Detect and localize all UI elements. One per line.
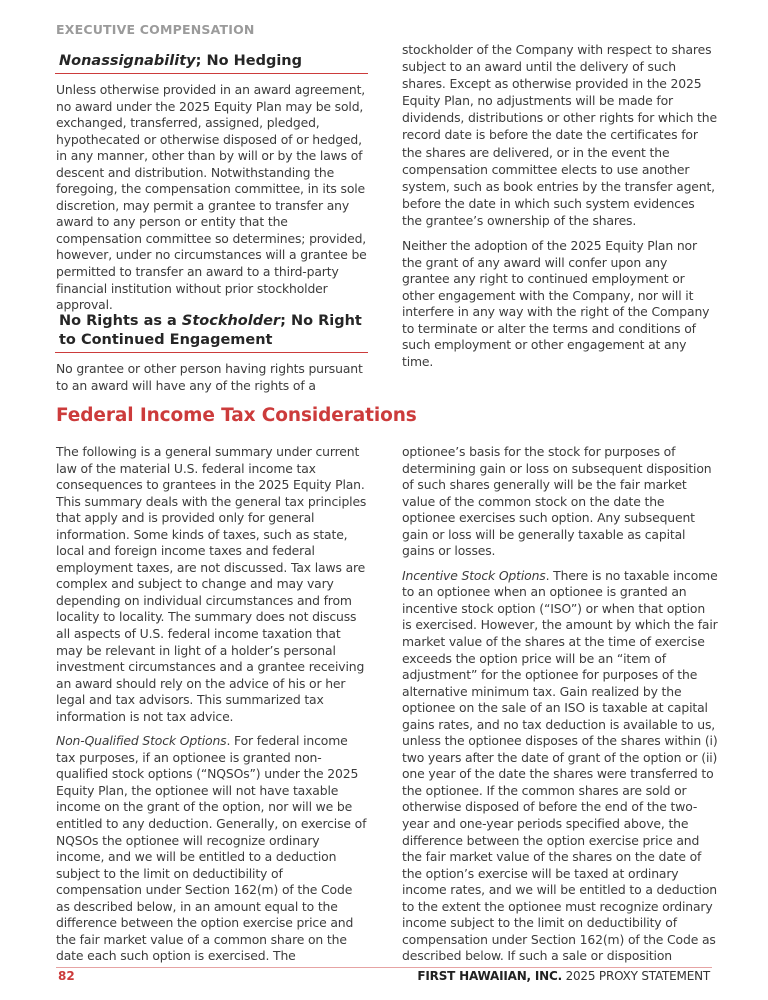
nqso-paragraph	[56, 733, 368, 965]
no-rights-continued	[402, 41, 718, 370]
footer-title	[417, 969, 710, 983]
heading-pre: No Rights as a	[59, 313, 182, 329]
iso-lead: Incentive Stock Options	[402, 567, 546, 583]
tax-intro-body: The following is a general summary under current law of the material U.S. federal income tax consequences to grantees in the 2025 Equity Plan. This summary deals with the general tax principles that apply and is provided only for general information. Some kinds of taxes, such as state, local and foreign income taxes and federal employment taxes, are not discussed. Tax laws are complex and subject to change and may vary depending on individual circumstances and from locality to locality. The summary does not discuss all aspects of U.S. federal income taxation that may be relevant in light of a holder’s personal investment circumstances and a grantee receiving an award should rely on the advice of his or her legal and tax advisors. This summarized tax information is not tax advice.	[56, 444, 367, 724]
running-header: EXECUTIVE COMPENSATION	[56, 22, 255, 37]
no-rights-body: No grantee or other person having rights pursuant to an award will have any of the rights of a	[56, 361, 363, 393]
page-number: 82	[58, 969, 75, 983]
no-rights-heading	[55, 312, 368, 353]
no-rights-section	[56, 312, 368, 394]
heading-rest: ; No Right to Continued Engagement	[59, 313, 362, 348]
nonassignability-heading	[55, 52, 368, 74]
nqso-lead: Non-Qualified Stock Options	[56, 733, 227, 749]
tax-right-column	[402, 444, 718, 965]
nqso-body: . For federal income tax purposes, if an optionee is granted non-qualified stock options (“NQSOs”) under the 2025 Equity Plan, the optionee will not have taxable income on the grant of the option, nor will we be entitled to any deduction. Generally, on exercise of NQSOs the optionee will recognize ordinary income, and we will be entitled to a deduction subject to the limit on deductibility of compensation under Section 162(m) of the Code as described below, in an amount equal to the difference between the option exercise price and the fair market value of a common share on the date each such option is exercised. The	[56, 733, 367, 964]
footer-doc-title: 2025 PROXY STATEMENT	[561, 969, 710, 983]
no-rights-continued-body: stockholder of the Company with respect to shares subject to an award until the delivery of such shares. Except as otherwise provided in the 2025 Equity Plan, no adjustments will be made for dividends, distributions or other rights for which the record date is before the date the certificates for the shares are delivered, or in the event the compensation committee elects to use another system, such as book entries by the transfer agent, before the date in which such system evidences the grantee’s ownership of the shares.	[402, 42, 717, 228]
footer-company: FIRST HAWAIIAN, INC.	[417, 969, 562, 983]
nqso-continued-body: optionee’s basis for the stock for purposes of determining gain or loss on subsequent disposition of such shares generally will be the fair market value of the common stock on the date the optionee exercises such option. Any subsequent gain or loss will be generally taxable as capital gains or losses.	[402, 444, 712, 559]
tax-left-column	[56, 444, 368, 965]
heading-italic-part: Nonassignability	[59, 53, 196, 69]
section-title: Federal Income Tax Considerations	[56, 405, 417, 426]
heading-italic-part: Stockholder	[181, 313, 281, 329]
heading-rest: ; No Hedging	[195, 53, 303, 69]
footer-rule	[56, 967, 712, 968]
nonassignability-body: Unless otherwise provided in an award agreement, no award under the 2025 Equity Plan may be sold, exchanged, transferred, assigned, pledged, hypothecated or otherwise disposed of or hedged, in any manner, other than by will or by the laws of descent and distribution. Notwithstanding the foregoing, the compensation committee, in its sole discretion, may permit a grantee to transfer any award to any person or entity that the compensation committee so determines; provided, however, under no circumstances will a grantee be permitted to transfer an award to a third-party financial institution without prior stockholder approval.	[56, 82, 367, 313]
iso-body: . There is no taxable income to an optionee when an optionee is granted an incentive stock option (“ISO”) or when that option is exercised. However, the amount by which the fair market value of the shares at the time of exercise exceeds the option price will be an “item of adjustment” for the optionee for purposes of the alternative minimum tax. Gain realized by the optionee on the sale of an ISO is taxable at capital gains rates, and no tax deduction is available to us, unless the optionee disposes of the shares within (i) two years after the date of grant of the option or (ii) one year of the date the shares were transferred to the optionee. If the common shares are sold or otherwise disposed of before the end of the two-year and one-year periods specified above, the difference between the option exercise price and the fair market value of the shares on the date of the option’s exercise will be taxed at ordinary income rates, and we will be entitled to a deduction to the extent the optionee must recognize ordinary income subject to the limit on deductibility of compensation under Section 162(m) of the Code as described below. If such a sale or disposition	[402, 567, 718, 964]
nonassignability-section	[56, 52, 368, 314]
no-employment-right-body: Neither the adoption of the 2025 Equity Plan nor the grant of any award will confer upon any grantee any right to continued employment or other engagement with the Company, nor will it interfere in any way with the right of the Company to terminate or alter the terms and conditions of such employment or other engagement at any time.	[402, 238, 710, 369]
iso-paragraph	[402, 568, 718, 965]
